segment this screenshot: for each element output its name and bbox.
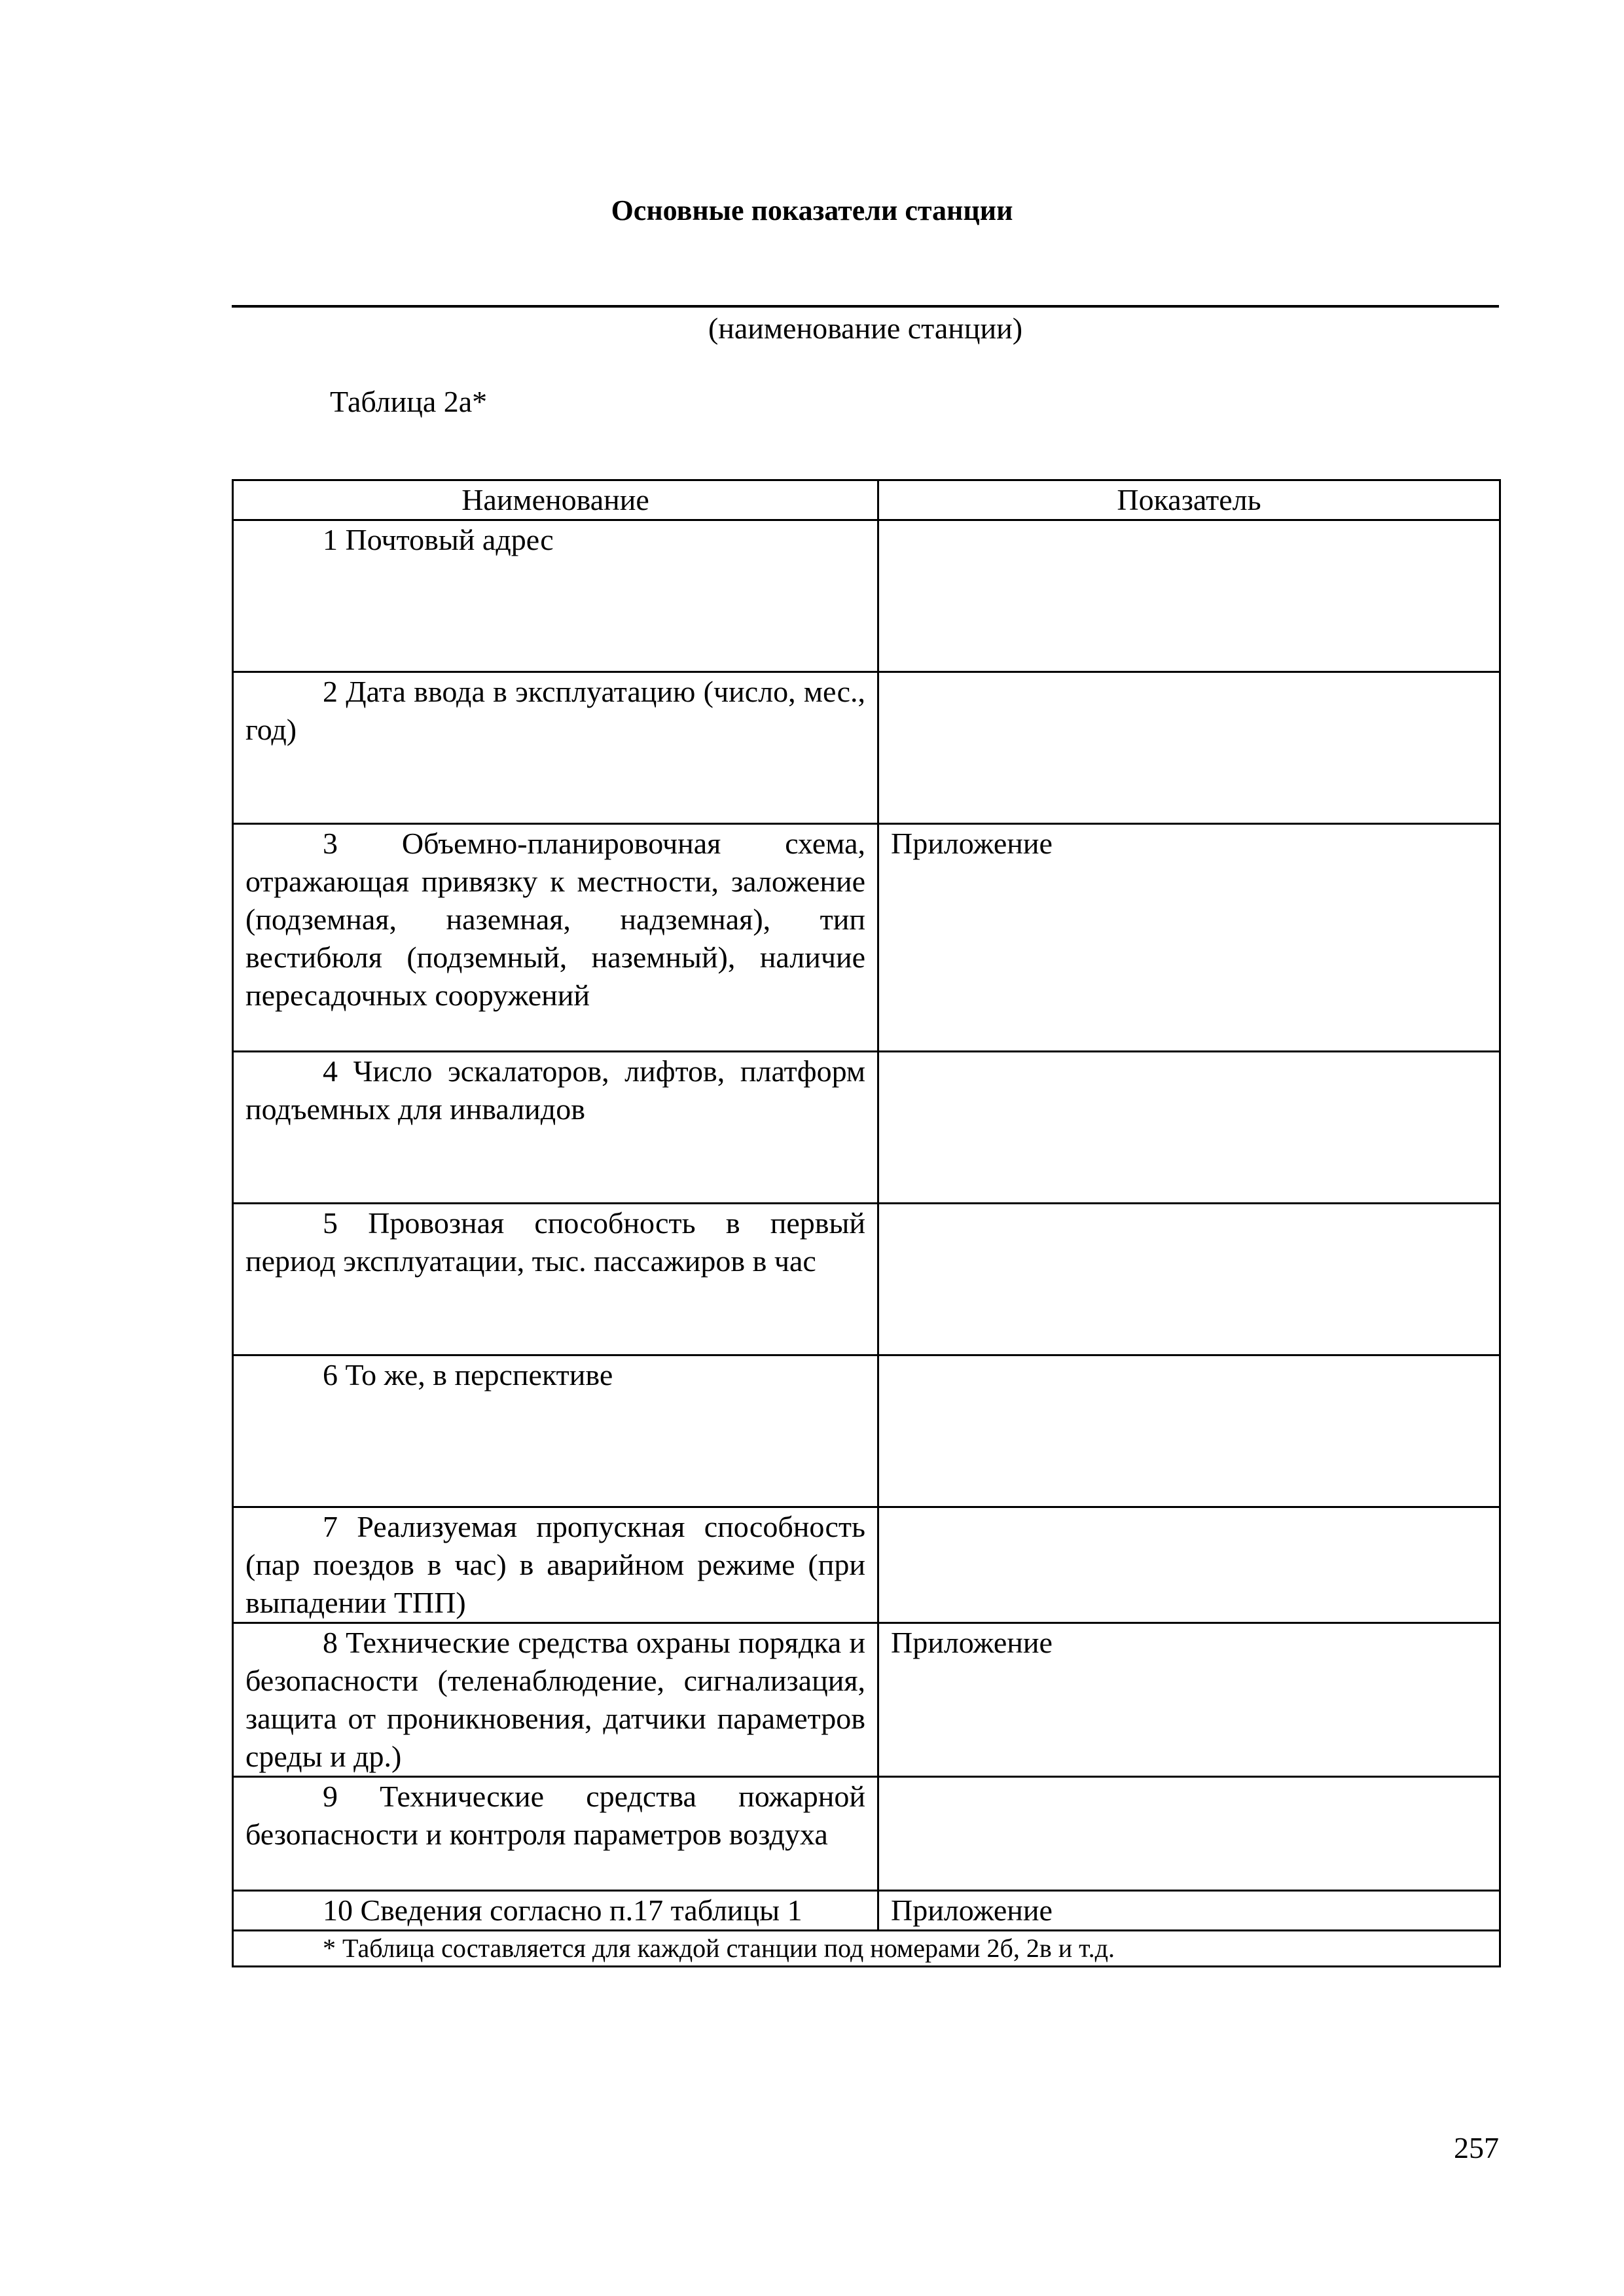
row-10-value: Приложение	[878, 1891, 1500, 1931]
station-name-line	[232, 305, 1499, 308]
table-row	[233, 824, 1500, 1052]
table-row	[233, 1052, 1500, 1204]
station-indicators-table	[232, 479, 1501, 1967]
table-row	[233, 1204, 1500, 1355]
row-5-name: 5 Провозная способность в первый период эксплуатации, тыс. пассажиров в час	[233, 1204, 878, 1355]
page-number: 257	[1454, 2131, 1499, 2164]
row-6-name: 6 То же, в перспективе	[233, 1355, 878, 1507]
row-3-value: Приложение	[878, 824, 1500, 1052]
row-10-name: 10 Сведения согласно п.17 таблицы 1	[233, 1891, 878, 1931]
row-3-name: 3 Объемно-планировочная схема, отражающая привязку к местности, заложение (подземная, наземная, надземная), тип вестибюля (подземный, наземный), наличие пересадочных сооружений	[233, 824, 878, 1052]
table-row	[233, 1623, 1500, 1777]
row-7-value	[878, 1507, 1500, 1623]
table-row	[233, 1777, 1500, 1891]
row-7-name: 7 Реализуемая пропускная способность (пар поездов в час) в аварийном режиме (при выпадении ТПП)	[233, 1507, 878, 1623]
document-title: Основные показатели станции	[611, 194, 1013, 226]
table-row	[233, 1355, 1500, 1507]
header-value: Показатель	[878, 480, 1500, 520]
row-2-name: 2 Дата ввода в эксплуатацию (число, мес., год)	[233, 672, 878, 824]
row-5-value	[878, 1204, 1500, 1355]
table-row	[233, 672, 1500, 824]
row-1-name: 1 Почтовый адрес	[233, 520, 878, 672]
row-9-name: 9 Технические средства пожарной безопасности и контроля параметров воздуха	[233, 1777, 878, 1891]
row-4-value	[878, 1052, 1500, 1204]
row-6-value	[878, 1355, 1500, 1507]
row-8-name: 8 Технические средства охраны порядка и безопасности (теленаблюдение, сигнализация, защита от проникновения, датчики параметров среды и др.)	[233, 1623, 878, 1777]
table-header-row	[233, 480, 1500, 520]
row-4-name: 4 Число эскалаторов, лифтов, платформ подъемных для инвалидов	[233, 1052, 878, 1204]
station-name-caption: (наименование станции)	[708, 312, 1023, 345]
table-label: Таблица 2а*	[330, 385, 488, 418]
header-name: Наименование	[233, 480, 878, 520]
row-2-value	[878, 672, 1500, 824]
table-row	[233, 1891, 1500, 1931]
table-row	[233, 1507, 1500, 1623]
table-row	[233, 520, 1500, 672]
table-footnote-row	[233, 1931, 1500, 1967]
row-9-value	[878, 1777, 1500, 1891]
row-8-value: Приложение	[878, 1623, 1500, 1777]
table-footnote: * Таблица составляется для каждой станции под номерами 2б, 2в и т.д.	[233, 1931, 1500, 1967]
row-1-value	[878, 520, 1500, 672]
